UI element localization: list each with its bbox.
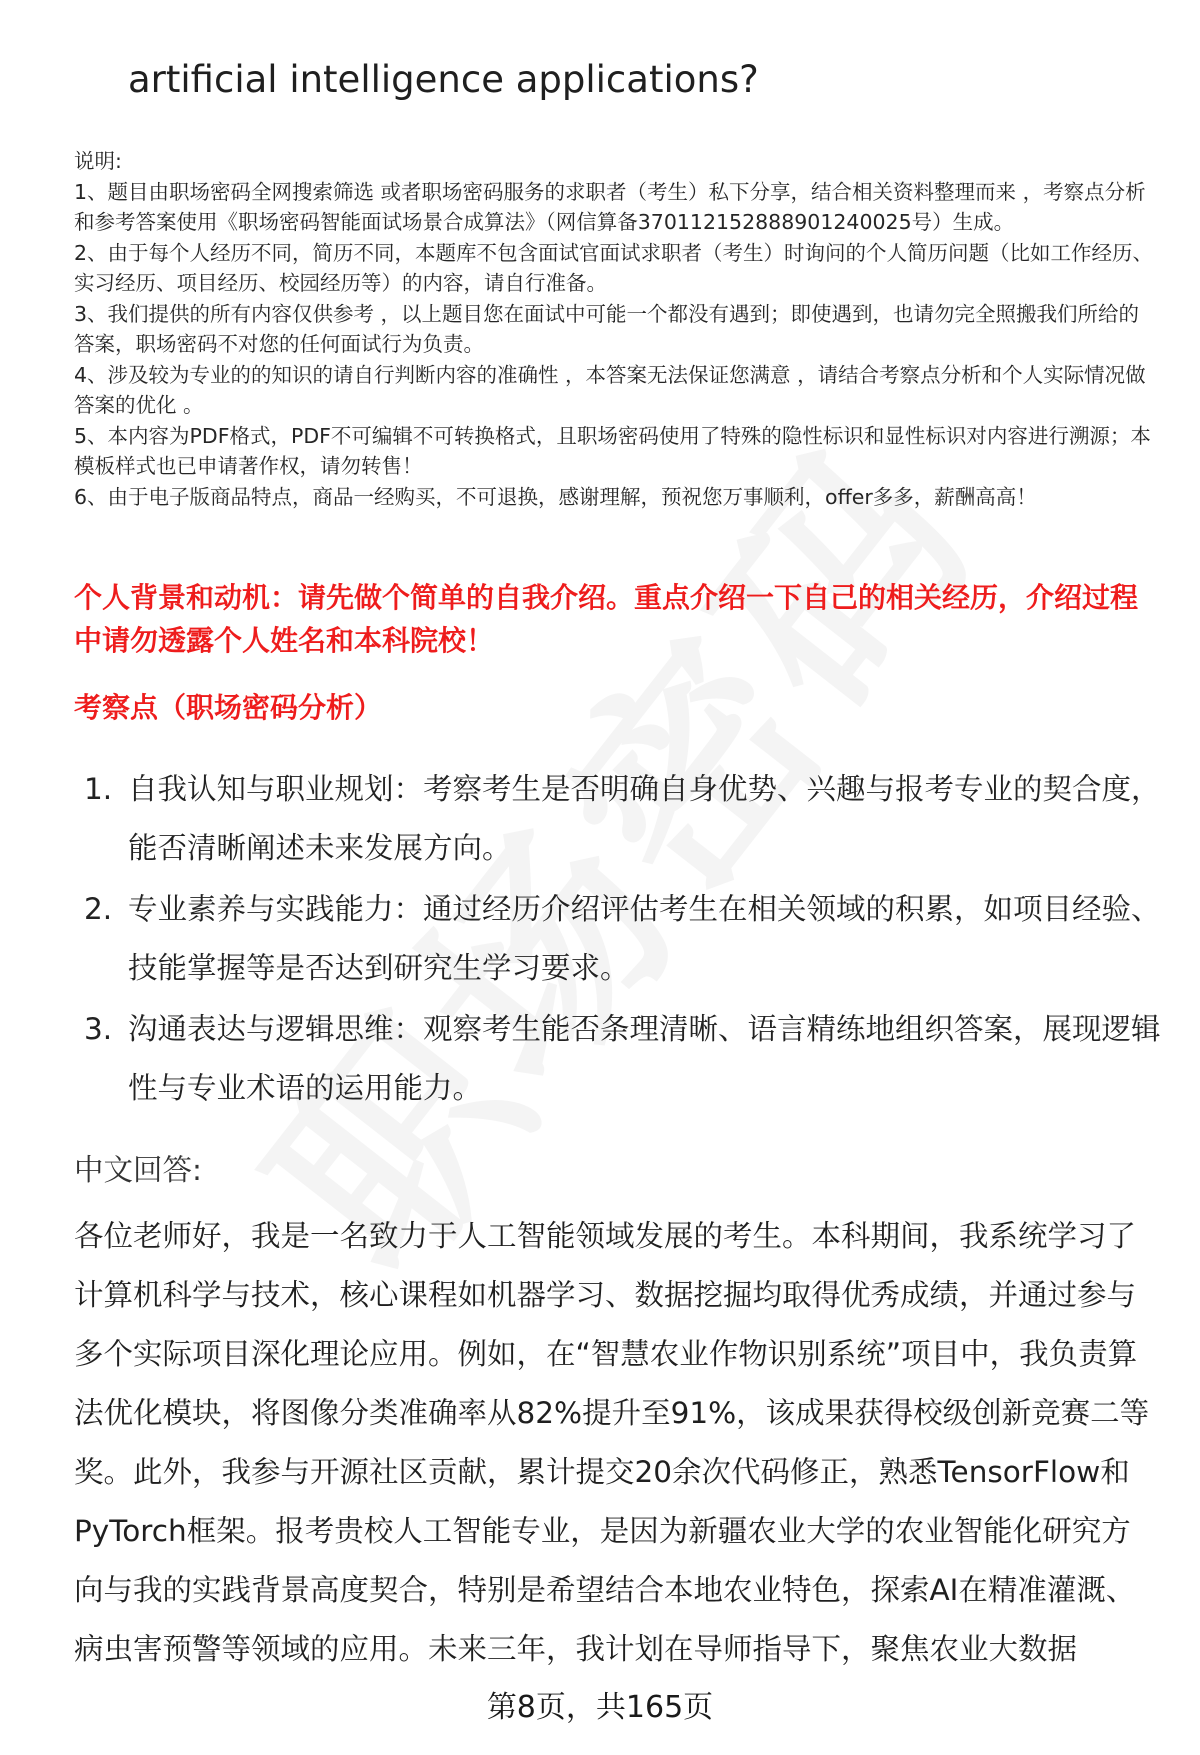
- notes-item: 6、由于电子版商品特点，商品一经购买，不可退换，感谢理解，预祝您万事顺利，offer多多，薪酬高高！: [74, 484, 1037, 509]
- page-number: 第8页，共165页: [486, 1690, 714, 1725]
- point-number: 3.: [84, 1012, 113, 1046]
- analysis-points: [84, 760, 1164, 1120]
- point-text: 专业素养与实践能力：通过经历介绍评估考生在相关领域的积累，如项目经验、技能掌握等是否达到研究生学习要求。: [128, 892, 1161, 985]
- point-text: 自我认知与职业规划：考察考生是否明确自身优势、兴趣与报考专业的契合度，能否清晰阐述未来发展方向。: [128, 772, 1161, 865]
- point-number: 2.: [84, 892, 113, 926]
- answer-label: 中文回答:: [74, 1153, 202, 1187]
- interview-question: 个人背景和动机：请先做个简单的自我介绍。重点介绍一下自己的相关经历，介绍过程中请勿透露个人姓名和本科院校！: [74, 581, 1139, 657]
- analysis-point: [84, 760, 1164, 877]
- notes-item: 4、涉及较为专业的的知识的请自行判断内容的准确性 ，本答案无法保证您满意 ，请结合考察点分析和个人实际情况做答案的优化 。: [74, 362, 1146, 417]
- notes-section: [74, 146, 1154, 512]
- point-text: 沟通表达与逻辑思维：观察考生能否条理清晰、语言精练地组织答案，展现逻辑性与专业术语的运用能力。: [128, 1012, 1161, 1105]
- notes-item: 5、本内容为PDF格式，PDF不可编辑不可转换格式，且职场密码使用了特殊的隐性标识和显性标识对内容进行溯源；本模板样式也已申请著作权，请勿转售！: [74, 423, 1151, 478]
- point-number: 1.: [84, 772, 113, 806]
- answer-text: 各位老师好，我是一名致力于人工智能领域发展的考生。本科期间，我系统学习了计算机科学与技术，核心课程如机器学习、数据挖掘均取得优秀成绩，并通过参与多个实际项目深化理论应用。例如，在“智慧农业作物识别系统”项目中，我负责算法优化模块，将图像分类准确率从82%提升至91%，该成果获得校级创新竞赛二等奖。此外，我参与开源社区贡献，累计提交20余次代码修正，熟悉TensorFlow和PyTorch框架。报考贵校人工智能专业，是因为新疆农业大学的农业智能化研究方向与我的实践背景高度契合，特别是希望结合本地农业特色，探索AI在精准灌溉、病虫害预警等领域的应用。未来三年，我计划在导师指导下，聚焦农业大数据: [74, 1219, 1150, 1666]
- notes-title: 说明:: [74, 149, 122, 173]
- notes-item: 2、由于每个人经历不同，简历不同，本题库不包含面试官面试求职者（考生）时询问的个人简历问题（比如工作经历、实习经历、项目经历、校园经历等）的内容，请自行准备。: [74, 240, 1154, 295]
- notes-item: 3、我们提供的所有内容仅供参考 ，以上题目您在面试中可能一个都没有遇到；即使遇到，也请勿完全照搬我们所给的答案，职场密码不对您的任何面试行为负责。: [74, 301, 1140, 356]
- analysis-point: [84, 1000, 1164, 1117]
- analysis-point: [84, 880, 1164, 997]
- notes-item: 1、题目由职场密码全网搜索筛选 或者职场密码服务的求职者（考生）私下分享，结合相关资料整理而来 ，考察点分析和参考答案使用《职场密码智能面试场景合成算法》（网信算备370112152888901240025号）生成。: [74, 179, 1146, 234]
- question-heading-en: artificial intelligence applications?: [128, 58, 759, 101]
- analysis-title: 考察点（职场密码分析）: [74, 691, 383, 724]
